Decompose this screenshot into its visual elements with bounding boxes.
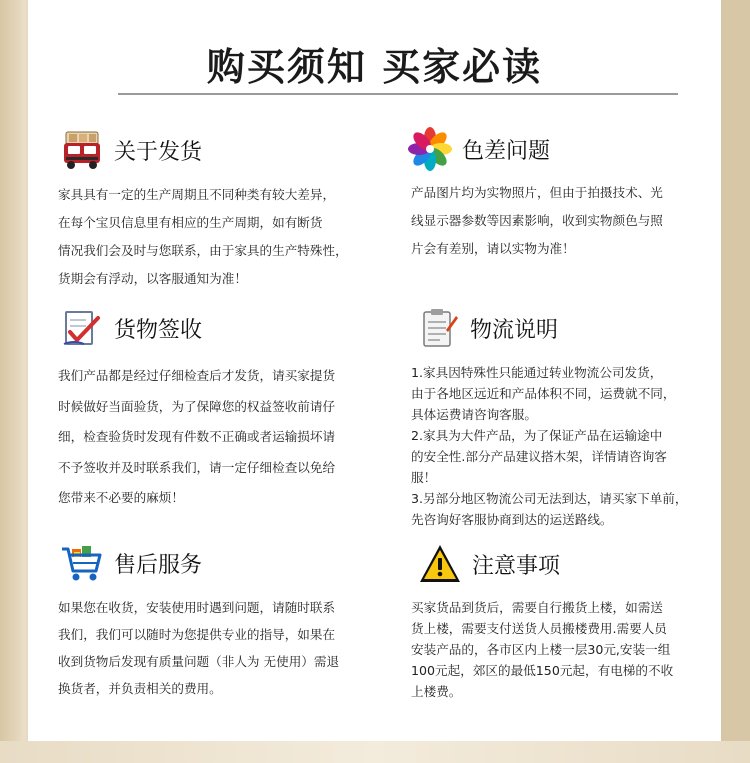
- section-header-shipping: [60, 128, 202, 172]
- notice-panel: [28, 0, 721, 763]
- text-line: 家具具有一定的生产周期且不同种类有较大差异，: [58, 187, 336, 202]
- text-line: 我们，我们可以随时为您提供专业的指导，如果在: [58, 627, 336, 642]
- text-line: 2.家具为大件产品，为了保证产品在运输途中: [411, 428, 663, 443]
- section-body-receipt: [58, 361, 335, 514]
- text-line: 收到货物后发现有质量问题（非人为 无使用）需退: [58, 654, 340, 669]
- page-title: 购买须知 买家必读: [206, 45, 543, 89]
- section-title-after-sales: 售后服务: [114, 552, 203, 578]
- text-line: 换货者，并负责相关的费用。: [58, 681, 222, 696]
- text-line: 由于各地区远近和产品体积不同，运费就不同，: [411, 386, 676, 401]
- section-title-color: 色差问题: [462, 138, 551, 164]
- text-line: 安装产品的，各市区内上楼一层30元,安装一组: [411, 642, 671, 657]
- text-line: 产品图片均为实物照片，但由于拍摄技术、光: [411, 185, 663, 200]
- section-header-receipt: [60, 306, 202, 350]
- bottom-border: [0, 741, 750, 763]
- section-header-after-sales: [60, 541, 202, 585]
- text-line: 细，检查验货时发现有件数不正确或者运输损坏请: [58, 429, 336, 444]
- section-body-notice: [411, 597, 673, 702]
- text-line: 我们产品都是经过仔细检查后才发货，请买家提货: [58, 368, 336, 383]
- truck-icon: [60, 128, 104, 172]
- text-line: 情况我们会及时与您联系，由于家具的生产特殊性，: [58, 243, 348, 258]
- section-header-logistics: [416, 306, 558, 350]
- text-line: 服！: [411, 470, 437, 485]
- color-wheel-icon: [408, 127, 452, 171]
- text-line: 线显示器参数等因素影响，收到实物颜色与照: [411, 213, 663, 228]
- text-line: 如果您在收货，安装使用时遇到问题，请随时联系: [58, 600, 336, 615]
- section-title-notice: 注意事项: [472, 553, 561, 579]
- section-header-color: [408, 127, 550, 171]
- section-body-color: [411, 179, 663, 263]
- text-line: 的安全性.部分产品建议搭木架，详情请咨询客: [411, 449, 667, 464]
- text-line: 片会有差别，请以实物为准！: [411, 241, 575, 256]
- section-header-notice: [418, 542, 560, 586]
- warning-icon: [418, 542, 462, 586]
- text-line: 100元起，郊区的最低150元起，有电梯的不收: [411, 663, 674, 678]
- section-body-logistics: [411, 362, 688, 530]
- section-title-receipt: 货物签收: [114, 317, 203, 343]
- text-line: 您带来不必要的麻烦！: [58, 490, 184, 505]
- section-body-shipping: [58, 181, 348, 293]
- section-body-after-sales: [58, 594, 339, 702]
- shopping-cart-icon: [60, 541, 104, 585]
- signed-check-icon: [60, 306, 104, 350]
- text-line: 上楼费。: [411, 684, 462, 699]
- text-line: 具体运费请咨询客服。: [411, 407, 537, 422]
- text-line: 货期会有浮动，以客服通知为准！: [58, 271, 247, 286]
- section-title-shipping: 关于发货: [114, 139, 203, 165]
- text-line: 在每个宝贝信息里有相应的生产周期，如有断货: [58, 215, 323, 230]
- text-line: 1.家具因特殊性只能通过转业物流公司发货，: [411, 365, 663, 380]
- text-line: 货上楼，需要支付送货人员搬楼费用.需要人员: [411, 621, 667, 636]
- text-line: 买家货品到货后，需要自行搬货上楼，如需送: [411, 600, 663, 615]
- clipboard-icon: [416, 306, 460, 350]
- text-line: 先咨询好客服协商到达的运送路线。: [411, 512, 613, 527]
- text-line: 3.另部分地区物流公司无法到达，请买家下单前，: [411, 491, 688, 506]
- section-title-logistics: 物流说明: [470, 317, 559, 343]
- text-line: 时候做好当面验货，为了保障您的权益签收前请仔: [58, 398, 336, 414]
- text-line: 不予签收并及时联系我们，请一定仔细检查以免给: [58, 459, 336, 475]
- title-divider: [118, 93, 678, 95]
